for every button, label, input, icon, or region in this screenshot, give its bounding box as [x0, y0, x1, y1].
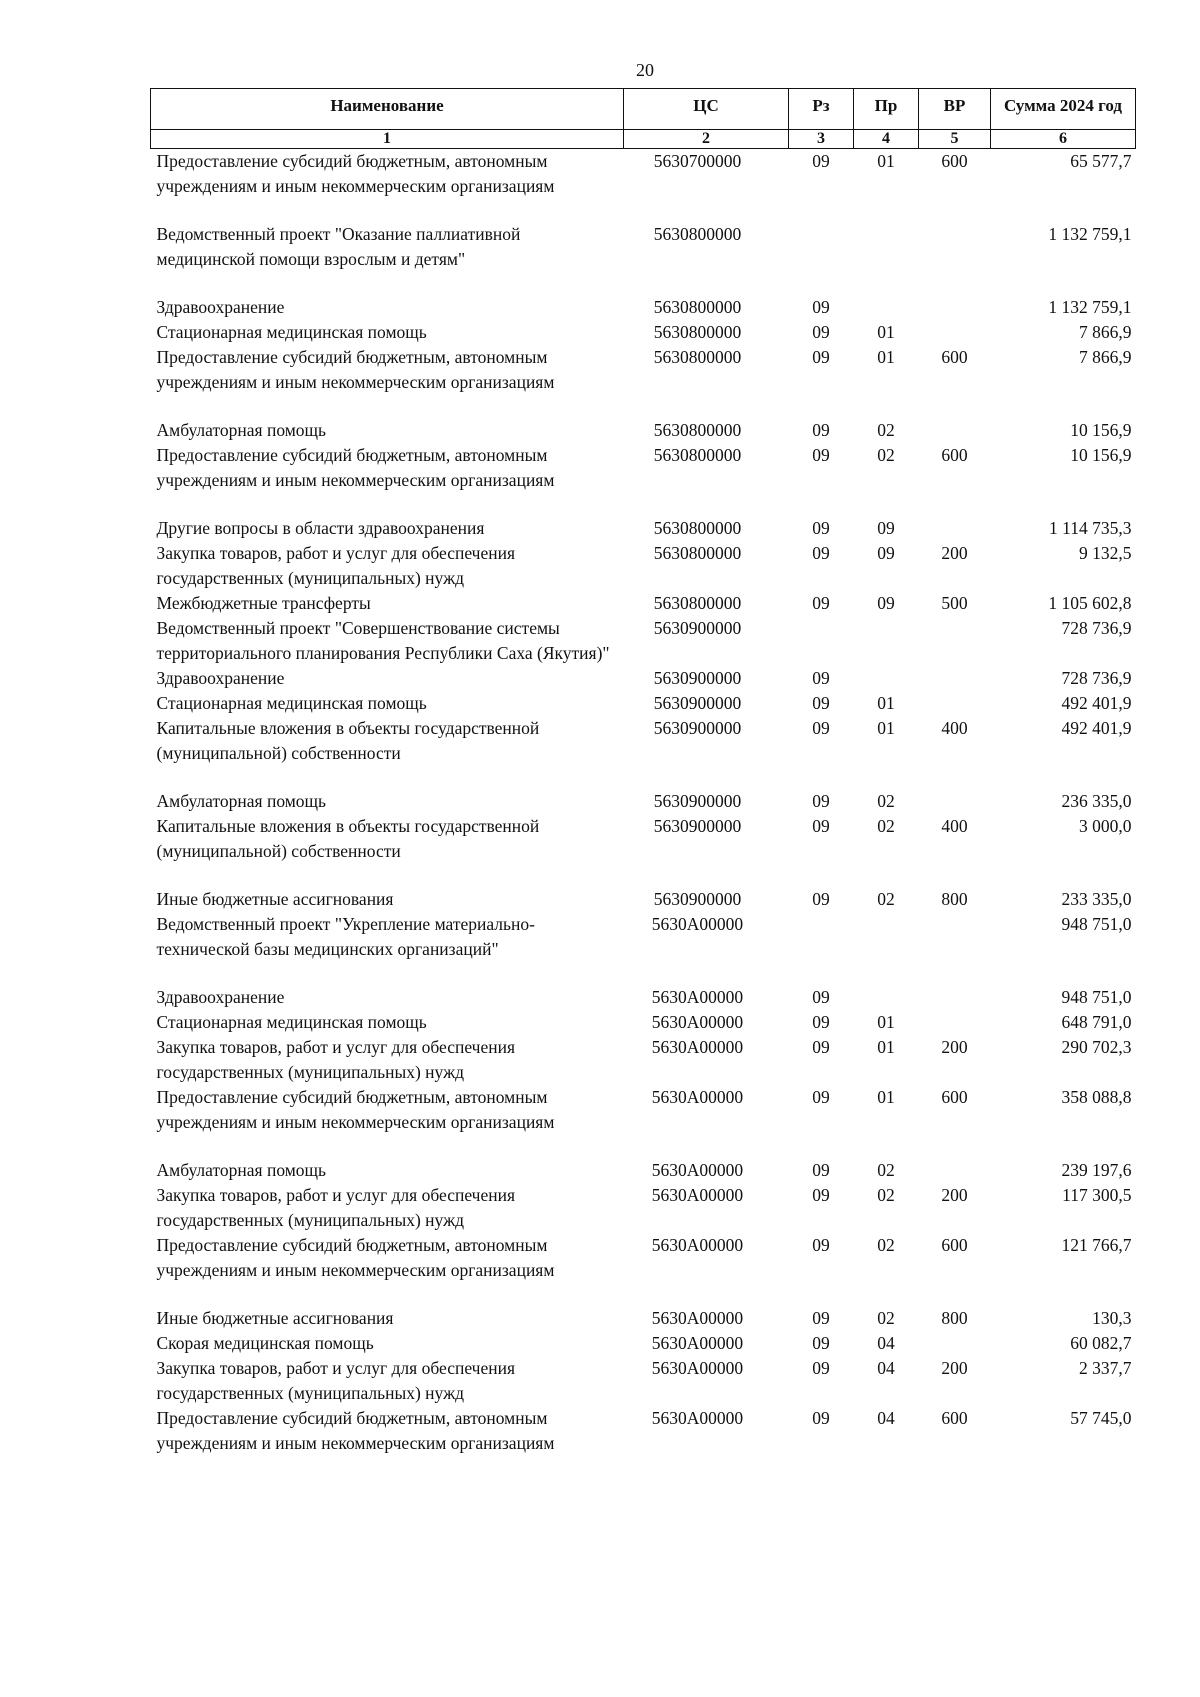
- row-vr-code: [919, 516, 991, 541]
- row-vr-code: 200: [941, 1358, 968, 1378]
- row-rz-code: 09: [812, 1037, 830, 1057]
- row-sum: 130,3: [1092, 1308, 1132, 1328]
- row-vr-code: [919, 320, 991, 345]
- row-cs-code: 5630900000: [653, 668, 742, 688]
- row-cs-code: 5630900000: [653, 791, 742, 811]
- row-name: Амбулаторная помощь: [156, 420, 327, 440]
- row-name: Амбулаторная помощь: [156, 791, 327, 811]
- row-cs-code: 5630800000: [653, 322, 742, 342]
- row-vr-code: [919, 418, 991, 443]
- row-pr-code: 09: [877, 518, 895, 538]
- row-cs-code: 5630900000: [653, 718, 742, 738]
- row-rz-code: 09: [812, 1358, 830, 1378]
- row-sum: 3 000,0: [1079, 816, 1132, 836]
- table-row: [151, 591, 1136, 616]
- table-row: [151, 418, 1136, 443]
- row-cs-code: 5630800000: [653, 420, 742, 440]
- header-name: Наименование: [151, 89, 624, 130]
- table-row: [151, 789, 1136, 814]
- row-vr-code: 600: [941, 445, 968, 465]
- row-rz-code: 09: [812, 543, 830, 563]
- row-cs-code: 5630800000: [653, 543, 742, 563]
- row-sum: 728 736,9: [1061, 668, 1132, 688]
- table-row: [151, 345, 1136, 418]
- table-row: [151, 985, 1136, 1010]
- row-cs-code: 5630800000: [653, 518, 742, 538]
- row-rz-code: 09: [812, 347, 830, 367]
- row-pr-code: [854, 912, 919, 985]
- page-number: 20: [636, 60, 654, 80]
- budget-table: [150, 88, 1136, 1456]
- row-name: Закупка товаров, работ и услуг для обеспечения государственных (муниципальных) нужд: [156, 543, 516, 588]
- row-sum: 236 335,0: [1061, 791, 1132, 811]
- row-sum: 9 132,5: [1079, 543, 1132, 563]
- header-sum: Сумма 2024 год: [991, 89, 1136, 130]
- header-row: [151, 89, 1136, 130]
- row-name: Иные бюджетные ассигнования: [156, 889, 394, 909]
- row-pr-code: [854, 295, 919, 320]
- row-rz-code: [789, 222, 854, 295]
- row-pr-code: 09: [877, 543, 895, 563]
- row-pr-code: 02: [877, 445, 895, 465]
- row-rz-code: 09: [812, 322, 830, 342]
- row-vr-code: [919, 789, 991, 814]
- table-row: [151, 320, 1136, 345]
- table-row: [151, 1035, 1136, 1085]
- row-sum: 648 791,0: [1061, 1012, 1132, 1032]
- row-pr-code: 02: [877, 1308, 895, 1328]
- row-cs-code: 5630А00000: [651, 1308, 744, 1328]
- table-row: [151, 666, 1136, 691]
- row-rz-code: 09: [812, 1408, 830, 1428]
- header-pr: Пр: [854, 89, 919, 130]
- row-sum: 117 300,5: [1062, 1185, 1132, 1205]
- row-vr-code: [919, 691, 991, 716]
- row-pr-code: [854, 985, 919, 1010]
- column-number: 5: [919, 130, 991, 149]
- row-name: Закупка товаров, работ и услуг для обеспечения государственных (муниципальных) нужд: [156, 1358, 516, 1403]
- row-vr-code: [919, 912, 991, 985]
- column-number: 4: [854, 130, 919, 149]
- table-row: [151, 814, 1136, 887]
- row-vr-code: [919, 1331, 991, 1356]
- row-name: Предоставление субсидий бюджетным, автономным учреждениям и иным некоммерческим организациям: [156, 151, 555, 196]
- row-pr-code: [854, 616, 919, 666]
- table-row: [151, 443, 1136, 516]
- row-pr-code: 01: [877, 151, 895, 171]
- row-cs-code: 5630800000: [653, 445, 742, 465]
- row-sum: 492 401,9: [1061, 693, 1132, 713]
- row-name: Иные бюджетные ассигнования: [156, 1308, 394, 1328]
- row-vr-code: [919, 1158, 991, 1183]
- table-row: [151, 887, 1136, 912]
- row-cs-code: 5630800000: [653, 593, 742, 613]
- row-cs-code: 5630А00000: [651, 1235, 744, 1255]
- row-vr-code: 600: [941, 347, 968, 367]
- table-row: [151, 1158, 1136, 1183]
- row-vr-code: [919, 1010, 991, 1035]
- row-cs-code: 5630А00000: [651, 1012, 744, 1032]
- header-rz: Рз: [789, 89, 854, 130]
- row-sum: 239 197,6: [1061, 1160, 1132, 1180]
- row-rz-code: 09: [812, 1012, 830, 1032]
- column-number: 2: [624, 130, 789, 149]
- row-rz-code: 09: [812, 151, 830, 171]
- row-cs-code: 5630А00000: [651, 914, 744, 934]
- row-pr-code: 09: [877, 593, 895, 613]
- row-cs-code: 5630А00000: [651, 1185, 744, 1205]
- row-vr-code: 200: [941, 1037, 968, 1057]
- table-row: [151, 1233, 1136, 1306]
- table-row: [151, 691, 1136, 716]
- row-vr-code: 200: [941, 543, 968, 563]
- row-vr-code: [919, 222, 991, 295]
- row-rz-code: 09: [812, 445, 830, 465]
- row-pr-code: 01: [877, 1087, 895, 1107]
- row-name: Предоставление субсидий бюджетным, автономным учреждениям и иным некоммерческим организациям: [156, 445, 555, 490]
- row-rz-code: 09: [812, 1160, 830, 1180]
- row-pr-code: [854, 222, 919, 295]
- row-cs-code: 5630А00000: [651, 1408, 744, 1428]
- row-sum: 10 156,9: [1070, 445, 1132, 465]
- row-cs-code: 5630900000: [653, 693, 742, 713]
- row-pr-code: 01: [877, 322, 895, 342]
- row-pr-code: 02: [877, 816, 895, 836]
- row-rz-code: 09: [812, 1185, 830, 1205]
- row-pr-code: 02: [877, 889, 895, 909]
- row-pr-code: 01: [877, 347, 895, 367]
- row-sum: 121 766,7: [1061, 1235, 1132, 1255]
- row-sum: 492 401,9: [1061, 718, 1132, 738]
- row-cs-code: 5630800000: [653, 224, 742, 244]
- row-name: Амбулаторная помощь: [156, 1160, 327, 1180]
- row-pr-code: 04: [877, 1408, 895, 1428]
- row-sum: 10 156,9: [1070, 420, 1132, 440]
- row-vr-code: [919, 616, 991, 666]
- row-vr-code: 600: [941, 1408, 968, 1428]
- row-name: Скорая медицинская помощь: [156, 1333, 374, 1353]
- row-sum: 7 866,9: [1079, 322, 1132, 342]
- row-rz-code: 09: [812, 668, 830, 688]
- table-row: [151, 1306, 1136, 1331]
- table-row: [151, 716, 1136, 789]
- row-name: Предоставление субсидий бюджетным, автономным учреждениям и иным некоммерческим организациям: [156, 347, 555, 392]
- row-cs-code: 5630А00000: [651, 1160, 744, 1180]
- row-rz-code: 09: [812, 297, 830, 317]
- table-row: [151, 1085, 1136, 1158]
- row-name: Капитальные вложения в объекты государственной (муниципальной) собственности: [156, 816, 540, 861]
- row-sum: 233 335,0: [1061, 889, 1132, 909]
- header-vr: ВР: [919, 89, 991, 130]
- row-vr-code: 600: [941, 1235, 968, 1255]
- row-pr-code: 01: [877, 693, 895, 713]
- row-rz-code: 09: [812, 518, 830, 538]
- table-row: [151, 1331, 1136, 1356]
- row-rz-code: 09: [812, 1235, 830, 1255]
- column-number: 6: [991, 130, 1136, 149]
- row-pr-code: 04: [877, 1358, 895, 1378]
- table-row: [151, 295, 1136, 320]
- row-rz-code: 09: [812, 1087, 830, 1107]
- row-rz-code: 09: [812, 816, 830, 836]
- row-rz-code: 09: [812, 889, 830, 909]
- row-rz-code: 09: [812, 791, 830, 811]
- row-sum: 1 114 735,3: [1049, 518, 1132, 538]
- row-vr-code: [919, 666, 991, 691]
- column-number: 3: [789, 130, 854, 149]
- row-cs-code: 5630А00000: [651, 1333, 744, 1353]
- row-cs-code: 5630900000: [653, 816, 742, 836]
- row-sum: 948 751,0: [1061, 987, 1132, 1007]
- row-name: Капитальные вложения в объекты государственной (муниципальной) собственности: [156, 718, 540, 763]
- row-vr-code: 600: [941, 151, 968, 171]
- row-cs-code: 5630900000: [653, 889, 742, 909]
- row-pr-code: [854, 666, 919, 691]
- row-name: Предоставление субсидий бюджетным, автономным учреждениям и иным некоммерческим организациям: [156, 1235, 555, 1280]
- row-rz-code: 09: [812, 593, 830, 613]
- row-name: Здравоохранение: [156, 668, 285, 688]
- row-rz-code: 09: [812, 1308, 830, 1328]
- row-cs-code: 5630800000: [653, 297, 742, 317]
- row-rz-code: 09: [812, 718, 830, 738]
- row-name: Здравоохранение: [156, 987, 285, 1007]
- row-rz-code: [789, 912, 854, 985]
- row-pr-code: 01: [877, 718, 895, 738]
- row-vr-code: 800: [941, 1308, 968, 1328]
- row-rz-code: 09: [812, 420, 830, 440]
- row-name: Ведомственный проект "Оказание паллиативной медицинской помощи взрослым и детям": [156, 224, 521, 269]
- row-rz-code: 09: [812, 987, 830, 1007]
- row-name: Стационарная медицинская помощь: [156, 322, 427, 342]
- row-vr-code: [919, 985, 991, 1010]
- row-vr-code: 500: [941, 593, 968, 613]
- row-sum: 948 751,0: [1061, 914, 1132, 934]
- row-sum: 65 577,7: [1070, 151, 1132, 171]
- table-row: [151, 912, 1136, 985]
- row-name: Стационарная медицинская помощь: [156, 1012, 427, 1032]
- row-vr-code: 400: [941, 816, 968, 836]
- row-vr-code: 200: [941, 1185, 968, 1205]
- row-sum: 1 132 759,1: [1048, 297, 1132, 317]
- row-sum: 57 745,0: [1070, 1408, 1132, 1428]
- row-pr-code: 02: [877, 1160, 895, 1180]
- row-cs-code: 5630А00000: [651, 1037, 744, 1057]
- table-row: [151, 516, 1136, 541]
- row-cs-code: 5630А00000: [651, 1358, 744, 1378]
- column-number-row: [151, 130, 1136, 149]
- row-sum: 358 088,8: [1061, 1087, 1132, 1107]
- row-sum: 7 866,9: [1079, 347, 1132, 367]
- row-sum: 1 132 759,1: [1048, 224, 1132, 244]
- row-name: Предоставление субсидий бюджетным, автономным учреждениям и иным некоммерческим организациям: [156, 1408, 555, 1453]
- row-vr-code: 400: [941, 718, 968, 738]
- row-name: Закупка товаров, работ и услуг для обеспечения государственных (муниципальных) нужд: [156, 1037, 516, 1082]
- row-cs-code: 5630А00000: [651, 987, 744, 1007]
- row-sum: 1 105 602,8: [1048, 593, 1132, 613]
- row-sum: 290 702,3: [1061, 1037, 1132, 1057]
- row-cs-code: 5630900000: [653, 618, 742, 638]
- row-vr-code: 600: [941, 1087, 968, 1107]
- row-name: Другие вопросы в области здравоохранения: [156, 518, 485, 538]
- row-name: Стационарная медицинская помощь: [156, 693, 427, 713]
- row-pr-code: 04: [877, 1333, 895, 1353]
- row-pr-code: 02: [877, 791, 895, 811]
- table-row: [151, 222, 1136, 295]
- column-number: 1: [151, 130, 624, 149]
- row-name: Закупка товаров, работ и услуг для обеспечения государственных (муниципальных) нужд: [156, 1185, 516, 1230]
- row-vr-code: 800: [941, 889, 968, 909]
- table-row: [151, 1010, 1136, 1035]
- table-row: [151, 616, 1136, 666]
- row-sum: 60 082,7: [1070, 1333, 1132, 1353]
- table-row: [151, 149, 1136, 223]
- row-pr-code: 02: [877, 420, 895, 440]
- table-row: [151, 541, 1136, 591]
- row-name: Здравоохранение: [156, 297, 285, 317]
- row-sum: 728 736,9: [1061, 618, 1132, 638]
- table-row: [151, 1356, 1136, 1406]
- row-pr-code: 01: [877, 1012, 895, 1032]
- row-rz-code: 09: [812, 693, 830, 713]
- row-name: Межбюджетные трансферты: [156, 593, 371, 613]
- row-name: Ведомственный проект "Укрепление материально-технической базы медицинских организаций": [156, 914, 535, 959]
- row-name: Предоставление субсидий бюджетным, автономным учреждениям и иным некоммерческим организациям: [156, 1087, 555, 1132]
- table-body: [151, 149, 1136, 1457]
- row-pr-code: 01: [877, 1037, 895, 1057]
- table-row: [151, 1183, 1136, 1233]
- row-name: Ведомственный проект "Совершенствование системы территориального планирования Республики Саха (Якутия)": [156, 618, 610, 663]
- row-pr-code: 02: [877, 1185, 895, 1205]
- row-vr-code: [919, 295, 991, 320]
- row-rz-code: [789, 616, 854, 666]
- row-sum: 2 337,7: [1079, 1358, 1132, 1378]
- row-cs-code: 5630800000: [653, 347, 742, 367]
- header-cs: ЦС: [624, 89, 789, 130]
- row-cs-code: 5630А00000: [651, 1087, 744, 1107]
- row-rz-code: 09: [812, 1333, 830, 1353]
- row-cs-code: 5630700000: [653, 151, 742, 171]
- table-row: [151, 1406, 1136, 1456]
- row-pr-code: 02: [877, 1235, 895, 1255]
